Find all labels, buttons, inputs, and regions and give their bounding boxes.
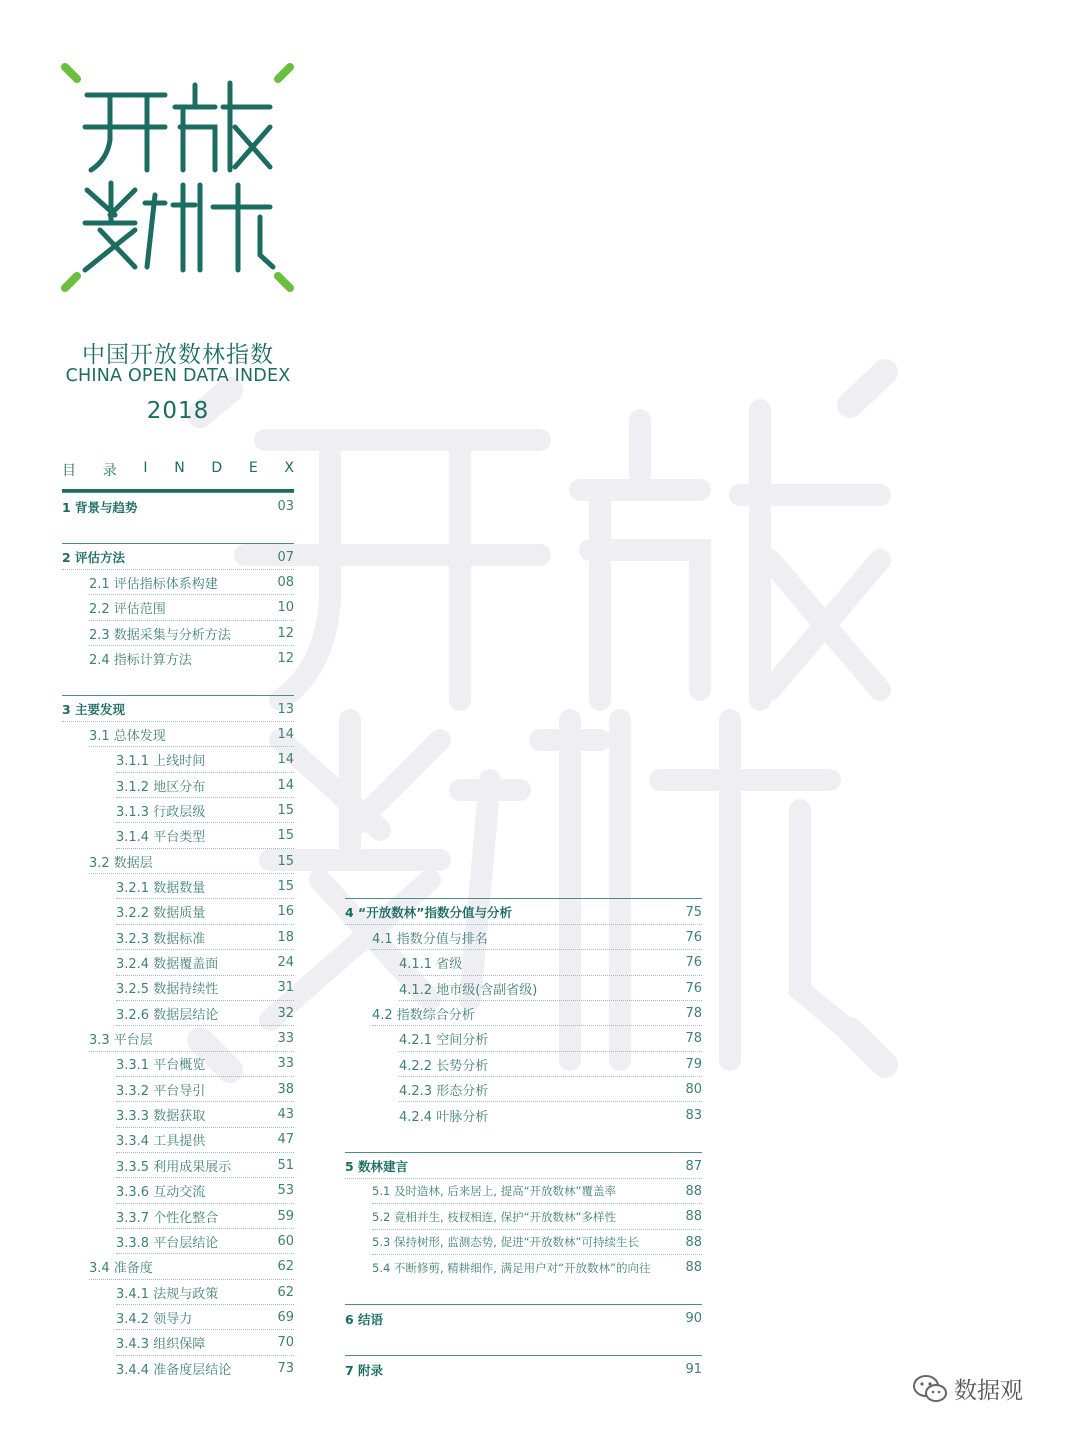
toc-entry-label: 3.1.2 地区分布 xyxy=(116,779,206,795)
toc-entry-label: 5.1 及时造林, 后来居上, 提高“开放数林”覆盖率 xyxy=(372,1184,616,1199)
toc-entry-label: 2.2 评估范围 xyxy=(89,602,166,618)
toc-entry-label: 3.4.2 领导力 xyxy=(116,1311,193,1327)
toc-entry-page: 33 xyxy=(277,1031,294,1047)
toc-entry[interactable] xyxy=(116,1280,294,1305)
toc-entry-label: 4.2 指数综合分析 xyxy=(372,1007,475,1023)
toc-entry-label: 4.1.2 地市级(含副省级) xyxy=(399,982,538,998)
toc-entry[interactable] xyxy=(116,1128,294,1153)
toc-entry[interactable] xyxy=(345,1306,702,1331)
toc-entry-page: 69 xyxy=(277,1309,294,1325)
toc-entry[interactable] xyxy=(116,773,294,798)
toc-entry[interactable] xyxy=(399,951,702,976)
toc-entry-label: 5.2 竟相并生, 枝杈相连, 保护“开放数林”多样性 xyxy=(372,1209,616,1224)
toc-entry-label: 3.1.3 行政层级 xyxy=(116,804,206,820)
toc-entry-page: 73 xyxy=(277,1361,294,1377)
toc-entry-page: 91 xyxy=(685,1362,702,1377)
toc-entry-page: 12 xyxy=(277,651,294,667)
toc-entry-page: 08 xyxy=(277,574,294,590)
toc-entry-page: 80 xyxy=(685,1081,702,1097)
title-english: CHINA OPEN DATA INDEX xyxy=(65,366,291,386)
toc-entry-page: 60 xyxy=(277,1233,294,1249)
toc-entry[interactable] xyxy=(116,798,294,823)
toc-entry-page: 10 xyxy=(277,600,294,616)
toc-entry-page: 51 xyxy=(277,1157,294,1173)
toc-entry-page: 03 xyxy=(277,499,294,514)
toc-entry-label: 3 主要发现 xyxy=(62,702,126,717)
toc-entry[interactable] xyxy=(372,925,702,950)
toc-entry-page: 16 xyxy=(277,904,294,920)
toc-section-divider xyxy=(345,898,702,899)
footer-brand-label: 数据观 xyxy=(954,1378,1023,1404)
toc-section-divider xyxy=(62,695,294,696)
toc-section-divider xyxy=(62,543,294,544)
toc-entry-label: 3.4 准备度 xyxy=(89,1261,153,1277)
toc-header-char: E xyxy=(248,460,258,476)
toc-entry[interactable] xyxy=(116,1229,294,1254)
toc-entry-label: 3.3.8 平台层结论 xyxy=(116,1235,219,1251)
toc-entry-label: 3.2 数据层 xyxy=(89,855,153,871)
toc-entry[interactable] xyxy=(116,824,294,849)
toc-entry-label: 3.3.4 工具提供 xyxy=(116,1134,206,1150)
toc-entry[interactable] xyxy=(372,1230,702,1255)
toc-entry-page: 15 xyxy=(277,828,294,844)
toc-entry[interactable] xyxy=(62,494,294,519)
toc-entry-label: 4.2.1 空间分析 xyxy=(399,1033,489,1049)
toc-header-char: 录 xyxy=(102,463,117,479)
toc-entry[interactable] xyxy=(116,874,294,899)
toc-entry-label: 3.2.1 数据数量 xyxy=(116,880,206,896)
toc-entry-label: 3.2.4 数据覆盖面 xyxy=(116,957,219,972)
toc-entry-page: 14 xyxy=(277,777,294,793)
toc-header-char: D xyxy=(211,460,223,476)
toc-entry-page: 47 xyxy=(277,1132,294,1148)
toc-entry[interactable] xyxy=(399,1052,702,1077)
toc-entry[interactable] xyxy=(89,1255,294,1280)
toc-entry-page: 79 xyxy=(685,1056,702,1072)
toc-entry[interactable] xyxy=(116,951,294,976)
toc-entry[interactable] xyxy=(372,1001,702,1026)
toc-entry-page: 12 xyxy=(277,625,294,641)
toc-entry[interactable] xyxy=(116,1052,294,1077)
toc-entry[interactable] xyxy=(116,1103,294,1128)
toc-entry[interactable] xyxy=(116,1204,294,1229)
toc-entry-page: 88 xyxy=(685,1209,702,1225)
toc-entry[interactable] xyxy=(89,1027,294,1052)
toc-entry-label: 3.3.5 利用成果展示 xyxy=(116,1159,232,1175)
toc-entry-page: 83 xyxy=(685,1107,702,1123)
toc-entry-page: 15 xyxy=(277,802,294,818)
toc-entry[interactable] xyxy=(399,1027,702,1052)
toc-entry[interactable] xyxy=(116,748,294,773)
toc-entry-page: 07 xyxy=(277,549,294,565)
toc-entry-label: 3.3.7 个性化整合 xyxy=(116,1210,219,1226)
toc-entry[interactable] xyxy=(116,1077,294,1102)
toc-entry-label: 2.4 指标计算方法 xyxy=(89,653,192,669)
toc-entry[interactable] xyxy=(116,1331,294,1356)
toc-entry-page: 62 xyxy=(277,1284,294,1300)
toc-section-divider xyxy=(345,1304,702,1305)
toc-entry[interactable] xyxy=(116,1356,294,1381)
toc-entry[interactable] xyxy=(89,596,294,621)
toc-entry-label: 4.2.2 长势分析 xyxy=(399,1058,489,1074)
toc-entry-page: 53 xyxy=(277,1183,294,1199)
toc-entry-label: 5 数林建言 xyxy=(345,1159,409,1174)
toc-entry[interactable] xyxy=(399,1103,702,1128)
toc-entry[interactable] xyxy=(116,1153,294,1178)
toc-entry[interactable] xyxy=(345,900,702,925)
toc-entry-page: 75 xyxy=(685,904,702,920)
toc-entry[interactable] xyxy=(399,976,702,1001)
toc-entry-page: 90 xyxy=(685,1311,702,1326)
title-year: 2018 xyxy=(146,398,210,424)
toc-entry-label: 7 附录 xyxy=(345,1362,384,1378)
toc-entry-page: 32 xyxy=(277,1005,294,1021)
toc-entry[interactable] xyxy=(116,1001,294,1026)
toc-entry-label: 1 背景与趋势 xyxy=(62,499,138,515)
toc-entry-label: 6 结语 xyxy=(345,1311,384,1327)
toc-entry-label: 2.3 数据采集与分析方法 xyxy=(89,627,231,643)
toc-entry[interactable] xyxy=(62,545,294,570)
toc-section-divider xyxy=(345,1152,702,1153)
toc-entry-label: 2 评估方法 xyxy=(62,550,126,565)
toc-entry[interactable] xyxy=(345,1357,702,1382)
toc-entry-page: 88 xyxy=(685,1234,702,1250)
toc-entry[interactable] xyxy=(399,1077,702,1102)
toc-entry-label: 5.4 不断修剪, 精耕细作, 满足用户对“开放数林”的向往 xyxy=(372,1260,651,1275)
toc-entry[interactable] xyxy=(62,697,294,722)
toc-entry-label: 3.2.6 数据层结论 xyxy=(116,1007,219,1023)
toc-header-char: N xyxy=(174,460,185,476)
toc-entry-label: 4.2.3 形态分析 xyxy=(399,1083,489,1099)
toc-entry-label: 5.3 保持树形, 监测态势, 促进“开放数林”可持续生长 xyxy=(372,1235,639,1250)
toc-entry-label: 3.3.1 平台概览 xyxy=(116,1058,206,1074)
toc-entry-page: 88 xyxy=(685,1183,702,1199)
toc-entry[interactable] xyxy=(89,621,294,646)
toc-entry[interactable] xyxy=(89,722,294,747)
toc-entry-label: 3.4.4 准备度层结论 xyxy=(116,1363,232,1379)
toc-entry[interactable] xyxy=(372,1255,702,1280)
toc-entry-page: 78 xyxy=(685,1005,702,1021)
title-chinese: 中国开放数林指数 xyxy=(82,342,274,368)
toc-entry[interactable] xyxy=(372,1179,702,1204)
toc-entry[interactable] xyxy=(89,646,294,671)
toc-entry[interactable] xyxy=(116,1305,294,1330)
toc-entry-label: 3.3.2 平台导引 xyxy=(116,1083,206,1099)
toc-entry-label: 3.1 总体发现 xyxy=(89,728,166,744)
toc-entry-page: 87 xyxy=(685,1158,702,1174)
toc-entry[interactable] xyxy=(89,570,294,595)
toc-entry-page: 18 xyxy=(277,929,294,945)
toc-header-char: X xyxy=(284,460,294,476)
toc-entry-page: 33 xyxy=(277,1056,294,1072)
toc-header-char: I xyxy=(143,460,148,476)
toc-entry-label: 4.1 指数分值与排名 xyxy=(372,931,488,947)
toc-entry-label: 3.1.4 平台类型 xyxy=(116,830,206,846)
toc-entry-page: 15 xyxy=(277,853,294,869)
toc-entry-page: 14 xyxy=(277,752,294,768)
toc-header xyxy=(62,460,294,480)
toc-entry-page: 13 xyxy=(277,701,294,717)
toc-section-divider xyxy=(62,492,294,493)
toc-entry-page: 76 xyxy=(685,929,702,945)
toc-entry-label: 4.2.4 叶脉分析 xyxy=(399,1109,489,1125)
toc-entry-page: 43 xyxy=(277,1107,294,1123)
open-data-forest-logo xyxy=(55,55,300,300)
toc-entry-label: 3.4.3 组织保障 xyxy=(116,1337,206,1353)
toc-entry-page: 31 xyxy=(277,980,294,996)
toc-entry-label: 3.1.1 上线时间 xyxy=(116,754,206,770)
toc-entry[interactable] xyxy=(89,849,294,874)
toc-entry-page: 24 xyxy=(277,955,294,970)
toc-entry-label: 3.3.6 互动交流 xyxy=(116,1185,206,1201)
toc-entry-page: 38 xyxy=(277,1081,294,1097)
toc-entry-page: 76 xyxy=(685,955,702,971)
footer-brand xyxy=(912,1372,1023,1405)
toc-entry-label: 3.3 平台层 xyxy=(89,1033,153,1049)
toc-entry[interactable] xyxy=(372,1205,702,1230)
toc-entry-page: 14 xyxy=(277,726,294,742)
toc-entry[interactable] xyxy=(116,925,294,950)
toc-section-divider xyxy=(345,1355,702,1356)
toc-entry-label: 3.2.5 数据持续性 xyxy=(116,982,219,998)
toc-entry-page: 78 xyxy=(685,1031,702,1047)
toc-entry-label: 2.1 评估指标体系构建 xyxy=(89,576,218,592)
toc-entry[interactable] xyxy=(345,1154,702,1179)
toc-entry-label: 3.2.2 数据质量 xyxy=(116,906,206,922)
toc-entry-page: 59 xyxy=(277,1208,294,1224)
toc-entry-page: 70 xyxy=(277,1335,294,1351)
toc-entry-label: 3.4.1 法规与政策 xyxy=(116,1286,219,1302)
toc-entry[interactable] xyxy=(116,1179,294,1204)
toc-entry-label: 3.3.3 数据获取 xyxy=(116,1109,206,1125)
toc-entry[interactable] xyxy=(116,900,294,925)
toc-entry[interactable] xyxy=(116,976,294,1001)
toc-entry-label: 4 “开放数林”指数分值与分析 xyxy=(345,905,512,920)
toc-entry-label: 3.2.3 数据标准 xyxy=(116,931,206,947)
toc-header-char: 目 xyxy=(62,463,76,479)
toc-entry-page: 88 xyxy=(685,1260,702,1276)
wechat-icon xyxy=(912,1374,948,1404)
toc-entry-label: 4.1.1 省级 xyxy=(399,957,463,973)
toc-entry-page: 15 xyxy=(277,878,294,894)
toc-entry-page: 76 xyxy=(685,980,702,996)
toc-entry-page: 62 xyxy=(277,1259,294,1275)
